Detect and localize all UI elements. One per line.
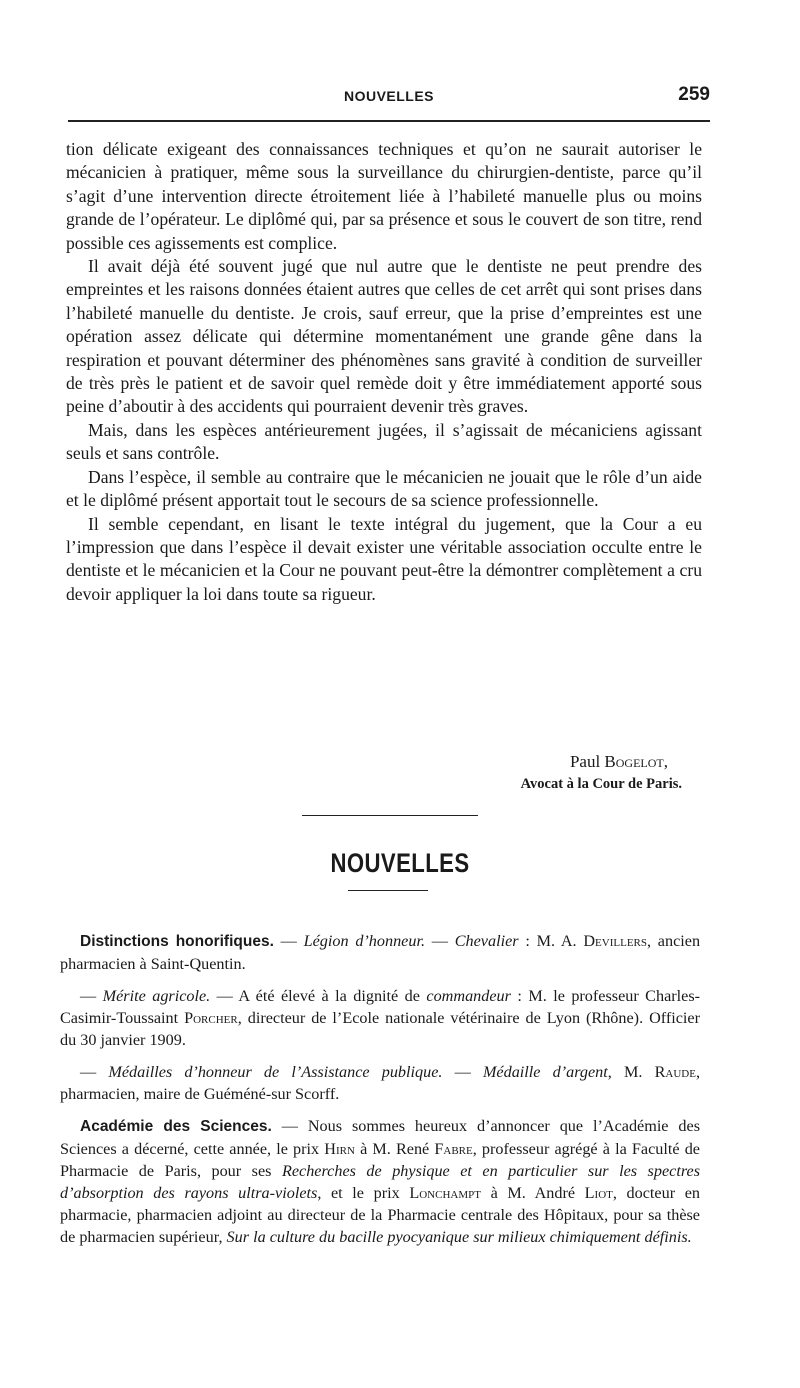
section-divider — [302, 815, 478, 816]
text-run: — — [80, 1063, 109, 1081]
work-title: Recherches de physique et en particulier sur les spectres d’absorption des rayons ultra-violets — [60, 1162, 700, 1202]
news-item — [60, 930, 700, 975]
news-section — [60, 930, 700, 1258]
text-run: — — [442, 1063, 483, 1081]
header-rule — [68, 120, 710, 122]
running-title: NOUVELLES — [343, 88, 435, 104]
signature-block — [66, 752, 702, 793]
paragraph: Mais, dans les espèces antérieurement jugées, il s’agissait de mécaniciens agissant seuls et sans contrôle. — [66, 419, 702, 464]
text-run: — — [80, 987, 103, 1005]
author-surname: Bogelot, — [604, 752, 668, 771]
author-first-name: Paul — [569, 752, 601, 771]
paragraph: Il semble cependant, en lisant le texte intégral du jugement, que la Cour a eu l’impression que dans l’espèce il devait exister une véritable association occulte entre le dentiste et le mécanicien et la Cour ne pouvant peut-être la démontrer complètement a cru devoir appliquer la loi dans toute sa rigueur. — [66, 513, 702, 604]
text-run: — Nous sommes heureux d’annoncer que l’Académie des Sciences a décerné, cette année, le prix — [60, 1117, 700, 1158]
text-run: , et le prix — [317, 1184, 410, 1202]
award-rank: Médaille d’argent — [482, 1063, 608, 1081]
work-title: Sur la culture du bacille pyocyanique sur milieux chimiquement définis. — [226, 1228, 692, 1246]
person-name: Liot — [584, 1184, 613, 1202]
paragraph: tion délicate exigeant des connaissances techniques et qu’on ne saurait autoriser le mécanicien à pratiquer, même sous la surveillance du chirurgien-dentiste, parce qu’il s’agit d’une intervention directe étroitement liée à l’habileté manuelle plus ou moins grande de l’opérateur. Le diplômé qui, par sa présence et sous le couvert de son titre, rend possible ces agissements est complice. — [66, 139, 702, 253]
award-rank: Chevalier — [454, 932, 519, 950]
person-name: Fabre — [434, 1140, 473, 1158]
text-run: , directeur de l’Ecole nationale vétérinaire de Lyon (Rhône). Officier du 30 janvier 1909. — [60, 1009, 700, 1049]
author-role: Avocat à la Cour de Paris. — [520, 776, 682, 792]
award-name: Mérite agricole. — [102, 987, 211, 1005]
news-item-heading: Distinctions honorifiques. — [80, 933, 274, 950]
paragraph: Dans l’espèce, il semble au contraire que le mécanicien ne jouait que le rôle d’un aide et le diplômé présent apportait tout le secours de sa science professionnelle. — [66, 466, 702, 511]
person-name: Porcher — [184, 1009, 238, 1027]
news-item — [60, 985, 700, 1051]
page-number: 259 — [678, 84, 710, 105]
text-run: — — [425, 932, 455, 950]
award-rank: commandeur — [426, 987, 511, 1005]
news-item — [60, 1115, 700, 1248]
news-item — [60, 1061, 700, 1105]
text-run: — A été élevé à la dignité de — [210, 987, 427, 1005]
award-name: Médailles d’honneur de l’Assistance publique. — [108, 1063, 443, 1081]
person-name: Devillers — [583, 932, 647, 950]
text-run: à M. André — [480, 1184, 585, 1202]
award-name: Légion d’honneur. — [303, 932, 426, 950]
news-item-heading: Académie des Sciences. — [80, 1118, 272, 1135]
text-run: : M. le professeur Charles-Casimir-Toussaint — [60, 987, 701, 1027]
text-run: , ancien pharmacien à Saint-Quentin. — [60, 932, 701, 973]
prize-name: Lonchampt — [409, 1184, 481, 1202]
text-run: , docteur en pharmacie, pharmacien adjoint au directeur de la Pharmacie centrale des Hôpitaux, pour sa thèse de pharmacien supérieur, — [60, 1184, 700, 1246]
text-run: , M. — [607, 1063, 655, 1081]
paragraph: Il avait déjà été souvent jugé que nul autre que le dentiste ne peut prendre des empreintes et les raisons données étaient autres que celles de cet arrêt qui sont prises dans l’habileté manuelle du dentiste. Je crois, sauf erreur, que la prise d’empreintes est une opération assez délicate qui détermine momentanément une grande gêne dans la respiration et pouvant déterminer des phénomènes sans gravité à condition de surveiller de très près le patient et de savoir quel remède doit y être immédiatement apporté sous peine d’aboutir à des accidents qui pourraient devenir très graves. — [66, 256, 702, 417]
section-heading: NOUVELLES — [330, 848, 470, 878]
prize-name: Hirn — [324, 1140, 355, 1158]
running-header — [68, 84, 710, 114]
author-name — [66, 752, 702, 772]
article-body — [66, 138, 702, 606]
text-run: , professeur agrégé à la Faculté de Pharmacie de Paris, pour ses — [60, 1140, 700, 1180]
text-run: : M. A. — [518, 932, 584, 950]
text-run: , pharmacien, maire de Guéméné-sur Scorff. — [60, 1063, 700, 1103]
person-name: Raude — [654, 1063, 696, 1081]
text-run: — — [273, 932, 304, 950]
text-run: à M. René — [354, 1140, 435, 1158]
section-heading-underline — [348, 890, 428, 891]
